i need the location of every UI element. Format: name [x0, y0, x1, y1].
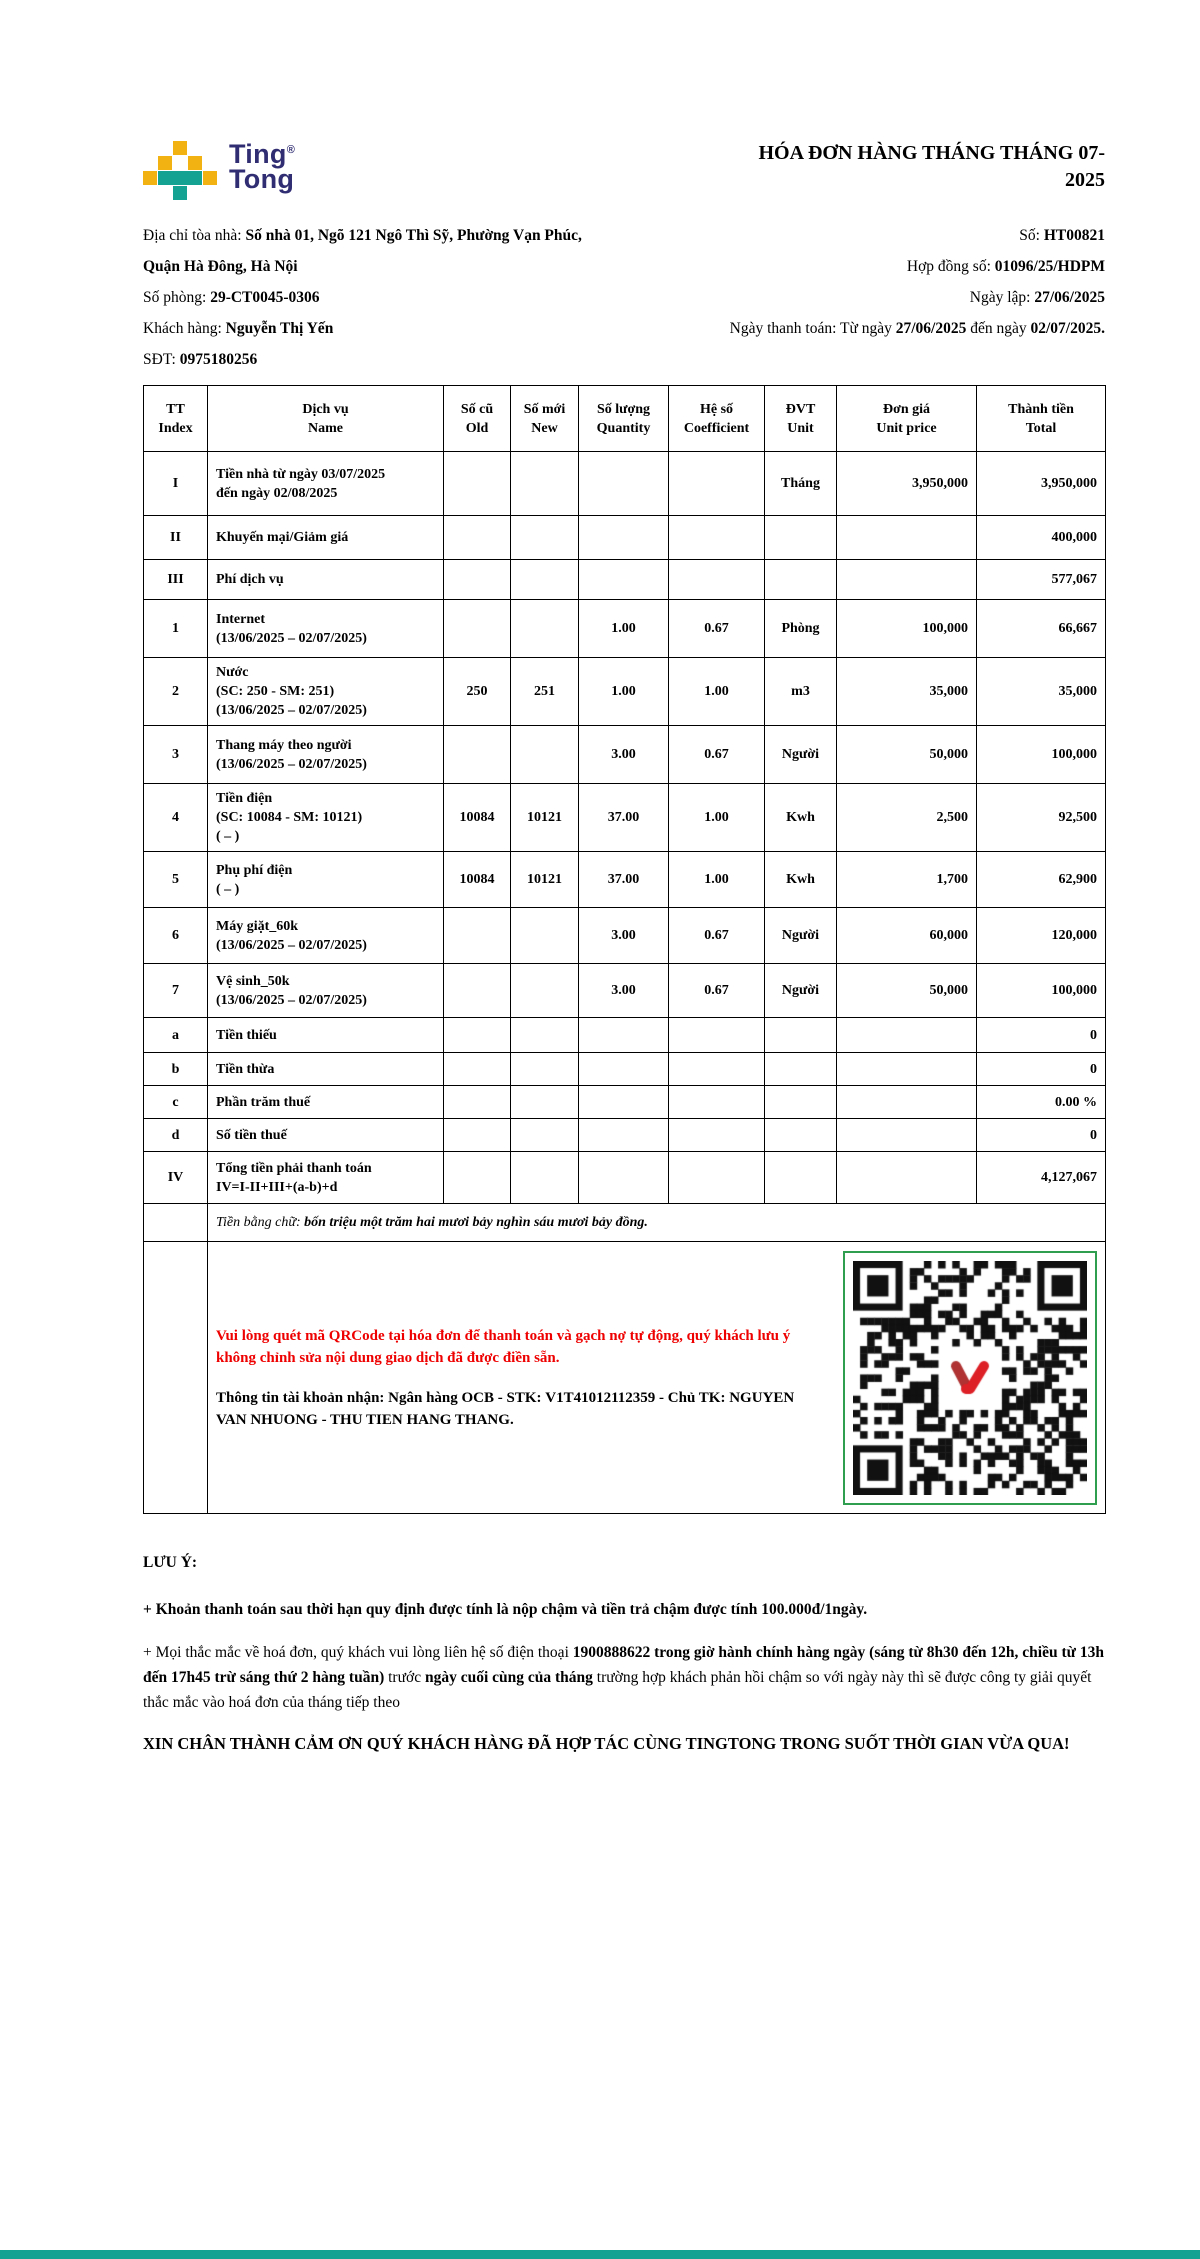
cell-coef: 0.67 [669, 600, 765, 658]
cell-new [511, 726, 579, 784]
invoice-table [143, 385, 1106, 1514]
cell-total: 400,000 [977, 516, 1106, 560]
cell-old [444, 1119, 511, 1152]
cell-name: Internet (13/06/2025 – 02/07/2025) [208, 600, 444, 658]
cell-qty [579, 452, 669, 516]
cell-qty: 37.00 [579, 852, 669, 908]
cell-new [511, 1018, 579, 1053]
cell-old [444, 908, 511, 964]
cell-name: Nước (SC: 250 - SM: 251) (13/06/2025 – 02/07/2025) [208, 658, 444, 726]
cell-new [511, 600, 579, 658]
cell-unit: Tháng [765, 452, 837, 516]
invoice-table-body [144, 452, 1106, 1204]
cell-unit: Phòng [765, 600, 837, 658]
tingtong-logo-text: Ting® Tong [229, 139, 296, 194]
cell-price [837, 1018, 977, 1053]
cell-price [837, 560, 977, 600]
cell-old [444, 560, 511, 600]
table-row [144, 726, 1106, 784]
table-row [144, 908, 1106, 964]
col-header-unit-price: Đơn giá Unit price [837, 386, 977, 452]
cell-old [444, 726, 511, 784]
cell-price: 60,000 [837, 908, 977, 964]
cell-unit [765, 1119, 837, 1152]
cell-coef [669, 1053, 765, 1086]
cell-name: Tiền nhà từ ngày 03/07/2025 đến ngày 02/08/2025 [208, 452, 444, 516]
cell-index: II [144, 516, 208, 560]
col-header-unit: ĐVT Unit [765, 386, 837, 452]
col-header-coefficient: Hệ số Coefficient [669, 386, 765, 452]
cell-new [511, 1086, 579, 1119]
cell-price: 35,000 [837, 658, 977, 726]
cell-name: Phụ phí điện ( – ) [208, 852, 444, 908]
cell-coef: 0.67 [669, 726, 765, 784]
cell-price: 100,000 [837, 600, 977, 658]
invoice-meta-right [617, 220, 1105, 375]
cell-new [511, 1152, 579, 1204]
cell-unit [765, 1152, 837, 1204]
cell-index: 5 [144, 852, 208, 908]
issue-date: Ngày lập: 27/06/2025 [969, 289, 1105, 306]
table-row [144, 516, 1106, 560]
invoice-table-footer [144, 1204, 1106, 1514]
cell-index: III [144, 560, 208, 600]
col-header-total: Thành tiền Total [977, 386, 1106, 452]
cell-price: 50,000 [837, 964, 977, 1018]
cell-name: Vệ sinh_50k (13/06/2025 – 02/07/2025) [208, 964, 444, 1018]
customer-phone: SĐT: 0975180256 [143, 351, 258, 368]
cell-total: 100,000 [977, 726, 1106, 784]
tingtong-logo [143, 138, 295, 200]
cell-qty: 3.00 [579, 964, 669, 1018]
cell-coef [669, 1152, 765, 1204]
cell-unit: Người [765, 726, 837, 784]
cell-name: Thang máy theo người (13/06/2025 – 02/07/2025) [208, 726, 444, 784]
payment-date-range: Ngày thanh toán: Từ ngày 27/06/2025 đến ngày 02/07/2025. [729, 320, 1105, 337]
amount-in-words: Tiền bằng chữ: bốn triệu một trăm hai mươi bảy nghìn sáu mươi bảy đồng. [208, 1204, 1106, 1242]
col-header-name: Dịch vụ Name [208, 386, 444, 452]
cell-index: 3 [144, 726, 208, 784]
cell-index: 1 [144, 600, 208, 658]
cell-total: 0.00 % [977, 1086, 1106, 1119]
cell-name: Phí dịch vụ [208, 560, 444, 600]
invoice-title: HÓA ĐƠN HÀNG THÁNG THÁNG 07- 2025 [758, 142, 1105, 191]
cell-qty: 3.00 [579, 908, 669, 964]
cell-index: IV [144, 1152, 208, 1204]
cell-coef [669, 1119, 765, 1152]
cell-unit: Kwh [765, 784, 837, 852]
cell-coef: 1.00 [669, 658, 765, 726]
cell-new: 10121 [511, 784, 579, 852]
cell-price: 1,700 [837, 852, 977, 908]
cell-index: c [144, 1086, 208, 1119]
thank-you-message: XIN CHÂN THÀNH CẢM ƠN QUÝ KHÁCH HÀNG ĐÃ HỢP TÁC CÙNG TINGTONG TRONG SUỐT THỜI GIAN VỪA QUA! [143, 1734, 1070, 1753]
qr-code [843, 1251, 1097, 1505]
qr-section [208, 1242, 1106, 1514]
cell-old [444, 516, 511, 560]
cell-price [837, 1119, 977, 1152]
cell-qty [579, 1086, 669, 1119]
cell-index: 4 [144, 784, 208, 852]
cell-unit [765, 560, 837, 600]
cell-index: 7 [144, 964, 208, 1018]
cell-old: 10084 [444, 852, 511, 908]
cell-new [511, 560, 579, 600]
cell-name: Tiền thừa [208, 1053, 444, 1086]
cell-index: b [144, 1053, 208, 1086]
cell-coef: 0.67 [669, 964, 765, 1018]
qr-row [144, 1242, 1106, 1514]
cell-unit: Kwh [765, 852, 837, 908]
hotline-note: + Mọi thắc mắc về hoá đơn, quý khách vui lòng liên hệ số điện thoại 1900888622 trong giờ hành chính hàng ngày (sáng từ 8h30 đến 12h, chiều từ 13h đến 17h45 trừ sáng thứ 2 hàng tuần) trước ngày cuối cùng của tháng trường hợp khách phản hồi chậm so với ngày này thì sẽ được công ty giải quyết thắc mắc vào hoá đơn của tháng tiếp theo [143, 1644, 1104, 1711]
cell-qty [579, 560, 669, 600]
cell-total: 92,500 [977, 784, 1106, 852]
cell-qty: 1.00 [579, 600, 669, 658]
table-row [144, 852, 1106, 908]
tingtong-logo-icon [143, 141, 217, 200]
cell-unit: Người [765, 964, 837, 1018]
qr-code-image [853, 1261, 1087, 1495]
cell-new [511, 452, 579, 516]
cell-price: 2,500 [837, 784, 977, 852]
cell-qty: 37.00 [579, 784, 669, 852]
cell-new: 251 [511, 658, 579, 726]
cell-price: 3,950,000 [837, 452, 977, 516]
cell-index: 2 [144, 658, 208, 726]
table-row [144, 452, 1106, 516]
cell-price [837, 1053, 977, 1086]
cell-index [144, 1204, 208, 1242]
cell-old [444, 1053, 511, 1086]
cell-new [511, 908, 579, 964]
col-header-old: Số cũ Old [444, 386, 511, 452]
cell-old [444, 1152, 511, 1204]
cell-index: I [144, 452, 208, 516]
col-header-new: Số mới New [511, 386, 579, 452]
cell-name: Tổng tiền phải thanh toán IV=I-II+III+(a-b)+d [208, 1152, 444, 1204]
cell-total: 4,127,067 [977, 1152, 1106, 1204]
cell-index: 6 [144, 908, 208, 964]
table-row [144, 1053, 1106, 1086]
cell-total: 0 [977, 1053, 1106, 1086]
table-row [144, 600, 1106, 658]
cell-total: 62,900 [977, 852, 1106, 908]
cell-new [511, 964, 579, 1018]
cell-coef: 0.67 [669, 908, 765, 964]
cell-old: 10084 [444, 784, 511, 852]
table-header-row [144, 386, 1106, 452]
cell-old [444, 1086, 511, 1119]
cell-qty: 3.00 [579, 726, 669, 784]
cell-coef: 1.00 [669, 784, 765, 852]
cell-new [511, 1119, 579, 1152]
cell-old [444, 452, 511, 516]
receiving-account-info: Thông tin tài khoản nhận: Ngân hàng OCB - STK: V1T41012112359 - Chủ TK: NGUYEN VAN NHUONG - THU TIEN HANG THANG. [216, 1389, 795, 1428]
cell-total: 577,067 [977, 560, 1106, 600]
cell-qty: 1.00 [579, 658, 669, 726]
late-payment-note: + Khoản thanh toán sau thời hạn quy định được tính là nộp chậm và tiền trả chậm được tính 100.000đ/1ngày. [143, 1601, 868, 1618]
cell-qty [579, 1119, 669, 1152]
cell-coef [669, 516, 765, 560]
contract-number: Hợp đồng số: 01096/25/HDPM [906, 258, 1105, 275]
cell-qty [579, 1053, 669, 1086]
cell-unit [765, 1053, 837, 1086]
cell-old [444, 1018, 511, 1053]
cell-old [444, 600, 511, 658]
cell-coef: 1.00 [669, 852, 765, 908]
table-row [144, 784, 1106, 852]
table-row [144, 964, 1106, 1018]
cell-new: 10121 [511, 852, 579, 908]
cell-old [444, 964, 511, 1018]
cell-name: Tiền điện (SC: 10084 - SM: 10121) ( – ) [208, 784, 444, 852]
room-number: Số phòng: 29-CT0045-0306 [143, 289, 320, 306]
cell-new [511, 1053, 579, 1086]
cell-total: 0 [977, 1119, 1106, 1152]
invoice-meta-left [143, 220, 617, 375]
cell-total: 0 [977, 1018, 1106, 1053]
cell-qty [579, 1018, 669, 1053]
building-address: Địa chỉ tòa nhà: Số nhà 01, Ngõ 121 Ngô Thì Sỹ, Phường Vạn Phúc, Quận Hà Đông, Hà Nội [143, 227, 582, 275]
cell-name: Phần trăm thuế [208, 1086, 444, 1119]
cell-name: Khuyến mại/Giảm giá [208, 516, 444, 560]
cell-unit: m3 [765, 658, 837, 726]
cell-name: Tiền thiếu [208, 1018, 444, 1053]
invoice-number: Số: HT00821 [1019, 227, 1105, 244]
cell-old: 250 [444, 658, 511, 726]
col-header-index: TT Index [144, 386, 208, 452]
customer-name: Khách hàng: Nguyễn Thị Yến [143, 320, 334, 337]
registered-mark: ® [286, 144, 296, 156]
cell-unit [765, 516, 837, 560]
cell-name: Số tiền thuế [208, 1119, 444, 1152]
footer-notes [143, 1550, 1105, 1757]
cell-price: 50,000 [837, 726, 977, 784]
table-row [144, 1119, 1106, 1152]
qr-payment-note: Vui lòng quét mã QRCode tại hóa đơn để thanh toán và gạch nợ tự động, quý khách lưu ý không chỉnh sửa nội dung giao dịch đã được điền sẵn. [216, 1327, 791, 1366]
cell-index: d [144, 1119, 208, 1152]
cell-index [144, 1242, 208, 1514]
amount-in-words-row [144, 1204, 1106, 1242]
cell-price [837, 1086, 977, 1119]
cell-total: 120,000 [977, 908, 1106, 964]
cell-unit: Người [765, 908, 837, 964]
header [143, 138, 1105, 200]
col-header-quantity: Số lượng Quantity [579, 386, 669, 452]
table-row [144, 1018, 1106, 1053]
table-row [144, 1086, 1106, 1119]
cell-coef [669, 560, 765, 600]
bottom-brand-bar [0, 2250, 1200, 2259]
cell-unit [765, 1086, 837, 1119]
notes-heading: LƯU Ý: [143, 1554, 198, 1571]
cell-price [837, 516, 977, 560]
invoice-meta [143, 220, 1105, 375]
cell-total: 3,950,000 [977, 452, 1106, 516]
cell-coef [669, 1018, 765, 1053]
cell-price [837, 1152, 977, 1204]
qr-instructions [216, 1325, 843, 1431]
cell-qty [579, 1152, 669, 1204]
cell-unit [765, 1018, 837, 1053]
cell-new [511, 516, 579, 560]
cell-coef [669, 452, 765, 516]
cell-total: 100,000 [977, 964, 1106, 1018]
cell-index: a [144, 1018, 208, 1053]
cell-qty [579, 516, 669, 560]
cell-coef [669, 1086, 765, 1119]
cell-total: 35,000 [977, 658, 1106, 726]
table-row [144, 560, 1106, 600]
table-row [144, 1152, 1106, 1204]
cell-total: 66,667 [977, 600, 1106, 658]
table-row [144, 658, 1106, 726]
cell-name: Máy giặt_60k (13/06/2025 – 02/07/2025) [208, 908, 444, 964]
